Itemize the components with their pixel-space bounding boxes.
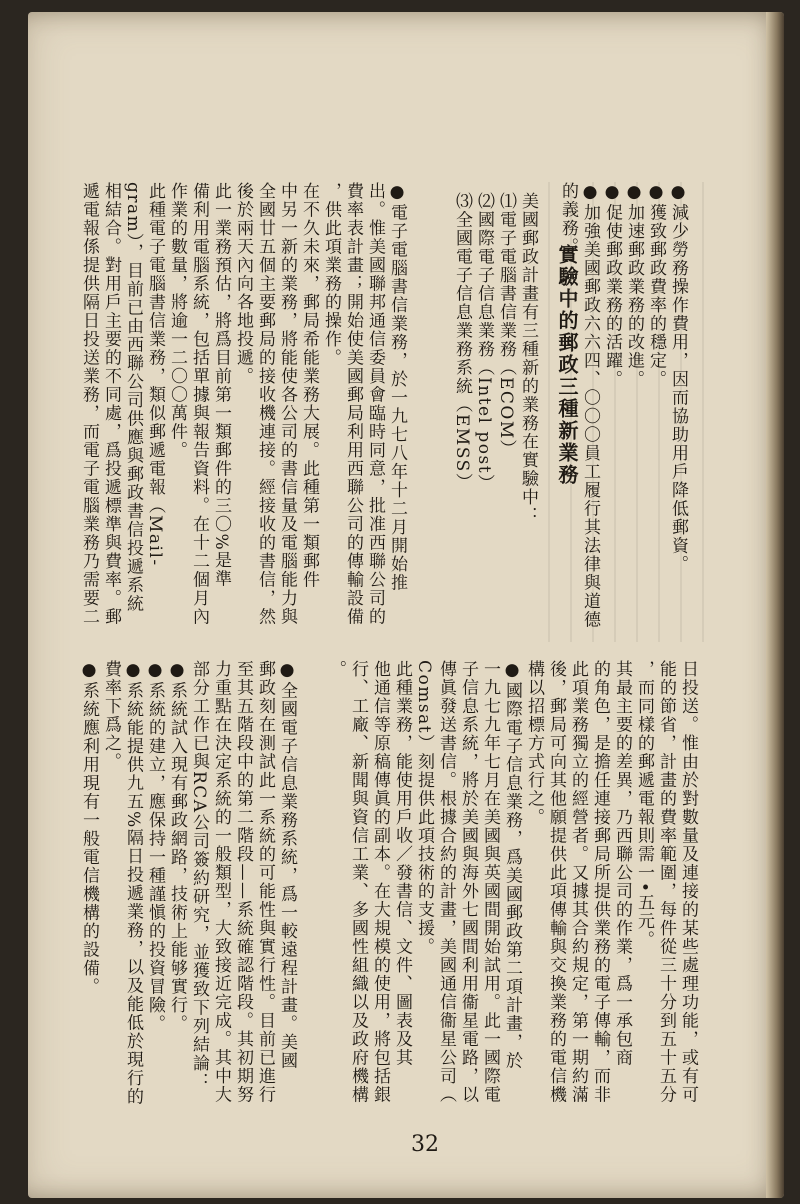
text-line: 。 (326, 660, 346, 679)
text-line: 費率表計畫；開始使美國郵局利用西聯公司的傳輸設備 (343, 182, 363, 626)
text-line: 後，郵局可向其他願提供此項傳輸與交換業務的電信機 (546, 660, 566, 1104)
text-line: ●系統試入現有郵政網路，技術上能够實行。 (167, 660, 187, 1033)
text-line: 子信息系統，將於美國與海外七國間利用衞星電路，以 (458, 660, 478, 1104)
text-line: ●系統能提供九五%隔日投遞業務，以及能低於現行的 (123, 660, 143, 1107)
intro-text (451, 192, 539, 525)
text-line: 他通信等原稿傳眞的副本。在大規模的使用，將包括銀 (370, 660, 390, 1104)
text-line: 此項業務獨立的經營者。又據其合約規定，第一期約滿 (568, 660, 588, 1104)
text-line: ●電子電腦書信業務，於一九七八年十二月開始推 (387, 182, 407, 592)
text-line: 郵政刻在測試此一系統的可能性與實行性。目前已進行 (255, 660, 275, 1104)
text-line: 能的節省，計畫的費率範圍，每件從三十分到五十五分 (656, 660, 676, 1104)
text-line: 的義務。 (558, 182, 578, 256)
text-line: ●減少勞務操作費用，因而協助用戶降低郵資。 (668, 182, 688, 574)
text-line: 此種業務，能使用戶收／發書信、文件、圖表及其 (392, 660, 412, 1067)
text-line: Comsat）刻提供此項技術的支援。 (414, 660, 434, 957)
text-line: ●獲致郵政費率的穩定。 (646, 182, 666, 389)
text-line: 部分工作已與RCA公司簽約研究，並獲致下列結論： (189, 660, 209, 1092)
text-line: 費率下爲之。 (101, 660, 121, 771)
text-line: ●國際電子信息業務，爲美國郵政第二項計畫，於 (502, 660, 522, 1070)
text-line: 至其五階段中的第二階段——系統確認階段。其初期努 (233, 660, 253, 1104)
text-line: ●加速郵政業務的改進。 (624, 182, 644, 389)
text-line: ⑴電子電腦書信業務（ECOM） (496, 192, 516, 459)
section-heading: 實驗中的郵政三種新業務 (555, 244, 579, 486)
section-intelpost-text (325, 660, 699, 1104)
text-line: 傳眞發送書信。根據合約的計畫，美國通信衞星公司（ (436, 660, 456, 1104)
text-line: ●系統的建立，應保持一種謹愼的投資冒險。 (145, 660, 165, 1033)
text-line: gram），目前已由西聯公司供應與郵政書信投遞系統 (123, 182, 143, 614)
text-line: ，供此項業務的操作。 (321, 182, 341, 367)
text-line: 備利用電腦系統，包括單據與報告資料。在十二個月內 (189, 182, 209, 626)
section-ecom-text (78, 182, 408, 626)
text-line: 全國廿五個主要郵局的接收機連接。經接收的書信，然 (255, 182, 275, 626)
text-line: 的角色，是擔任連接郵局所提供業務的電子傳輸，而非 (590, 660, 610, 1104)
text-line: 後於兩天內向各地投遞。 (233, 182, 253, 386)
text-line: ●加強美國郵政六六四、〇〇〇員工履行其法律與道德 (580, 182, 600, 629)
section-emss-text (78, 660, 298, 1106)
text-line: 作業的數量，將逾一二〇〇萬件。 (167, 182, 187, 460)
text-line: 其最主要的差異，乃西聯公司的作業，爲一承包商 (612, 660, 632, 1067)
text-line: 一九七九年七月在美國與英國間開始試用。此一國際電 (480, 660, 500, 1104)
book-spine (766, 12, 784, 1198)
text-line: 相結合。對用戶主要的不同處，爲投遞標準與費率。郵 (101, 182, 121, 626)
text-line: 力重點在決定系統的一般類型，大致接近完成。其中大 (211, 660, 231, 1104)
text-line: ●系統應利用現有一般電信機構的設備。 (79, 660, 99, 996)
text-line: 在不久未來，郵局希能業務大展。此種第一類郵件 (299, 182, 319, 589)
text-line: 日投送。惟由於對數量及連接的某些處理功能，或有可 (678, 660, 698, 1104)
page-number: 32 (411, 1132, 439, 1157)
text-line: 中另一新的業務，將能使各公司的書信量及電腦能力與 (277, 182, 297, 626)
book-page (28, 12, 784, 1198)
text-line: ⑵國際電子信息業務（Intel post） (474, 192, 494, 493)
text-line: 此種電子電腦書信業務，類似郵遞電報（Mail- (145, 182, 165, 567)
text-line: 遞電報係提供隔日投送業務，而電子電腦業務乃需要二 (79, 182, 99, 626)
text-line: 出。惟美國聯邦通信委員會臨時同意，批准西聯公司的 (365, 182, 385, 626)
text-line: ⑶全國電子信息業務系統（EMSS） (452, 192, 472, 492)
text-line: ●全國電子信息業務系統，爲一較遠程計畫。美國 (277, 660, 297, 1070)
text-line: 此一業務預估，將爲目前第一類郵件的三〇%是準 (211, 182, 231, 589)
text-line: ●促使郵政業務的活躍。 (602, 182, 622, 389)
text-line: ，而同樣的郵遞電報則需一•五元。 (634, 660, 654, 950)
text-line: 構以招標方式行之。 (524, 660, 544, 827)
text-line: 美國郵政計畫有三種新的業務在實驗中： (518, 192, 538, 525)
text-line: 行、工廠、新聞與資信工業、多國性組織以及政府機構 (348, 660, 368, 1104)
